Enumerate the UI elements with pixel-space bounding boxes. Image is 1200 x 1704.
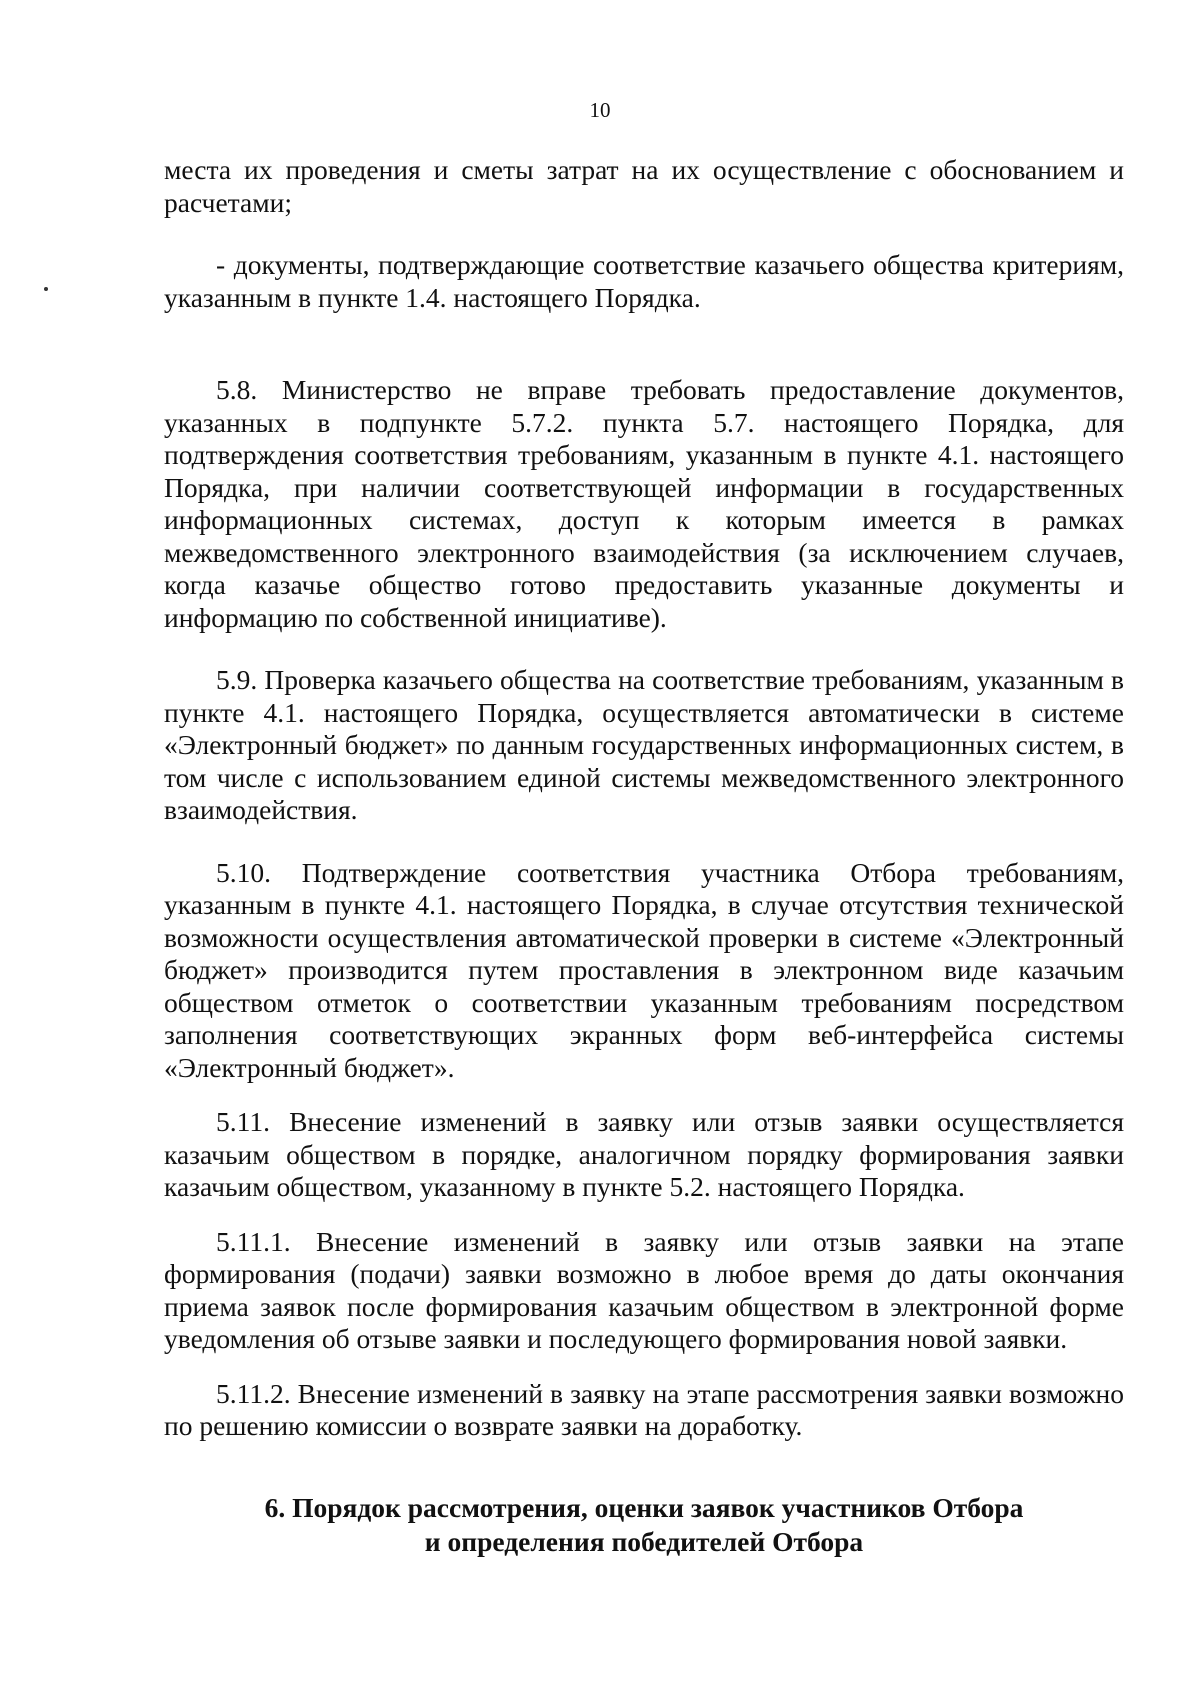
section-heading-line-1: 6. Порядок рассмотрения, оценки заявок участников Отбора [264, 1491, 1024, 1523]
scan-speck [44, 287, 48, 291]
document-body [164, 154, 1124, 1559]
paragraph-5-10: 5.10. Подтверждение соответствия участника Отбора требованиям, указанным в пункте 4.1. настоящего Порядка, в случае отсутствия технической возможности осуществления автоматической проверки в системе «Электронный бюджет» производится путем проставления в электронном виде казачьим обществом отметок о соответствии указанным требованиям посредством заполнения соответствующих экранных форм веб-интерфейса системы «Электронный бюджет». [164, 856, 1124, 1083]
page-number: 10 [589, 98, 611, 122]
section-heading [164, 1491, 1124, 1559]
paragraph-5-11-1: 5.11.1. Внесение изменений в заявку или отзыв заявки на этапе формирования (подачи) заявки возможно в любое время до даты окончания приема заявок после формирования казачьим обществом в электронной форме уведомления об отзыве заявки и последующего формирования новой заявки. [164, 1225, 1124, 1354]
paragraph-continuation: места их проведения и сметы затрат на их осуществление с обоснованием и расчетами; [164, 154, 1124, 218]
paragraph-5-8: 5.8. Министерство не вправе требовать предоставление документов, указанных в подпункте 5.7.2. пункта 5.7. настоящего Порядка, для подтверждения соответствия требованиям, указанным в пункте 4.1. настоящего Порядка, при наличии соответствующей информации в государственных информационных системах, доступ к которым имеется в рамках межведомственного электронного взаимодействия (за исключением случаев, когда казачье общество готово предоставить указанные документы и информацию по собственной инициативе). [164, 374, 1124, 633]
paragraph-5-11-2: 5.11.2. Внесение изменений в заявку на этапе рассмотрения заявки возможно по решению комиссии о возврате заявки на доработку. [164, 1377, 1124, 1441]
list-item-documents: - документы, подтверждающие соответствие казачьего общества критериям, указанным в пункте 1.4. настоящего Порядка. [164, 249, 1124, 313]
paragraph-5-9: 5.9. Проверка казачьего общества на соответствие требованиям, указанным в пункте 4.1. настоящего Порядка, осуществляется автоматически в системе «Электронный бюджет» по данным государственных информационных систем, в том числе с использованием единой системы межведомственного электронного взаимодействия. [164, 664, 1124, 825]
paragraph-5-11: 5.11. Внесение изменений в заявку или отзыв заявки осуществляется казачьим обществом в порядке, аналогичном порядку формирования заявки казачьим обществом, указанному в пункте 5.2. настоящего Порядка. [164, 1106, 1124, 1202]
section-heading-line-2: и определения победителей Отбора [424, 1525, 864, 1557]
